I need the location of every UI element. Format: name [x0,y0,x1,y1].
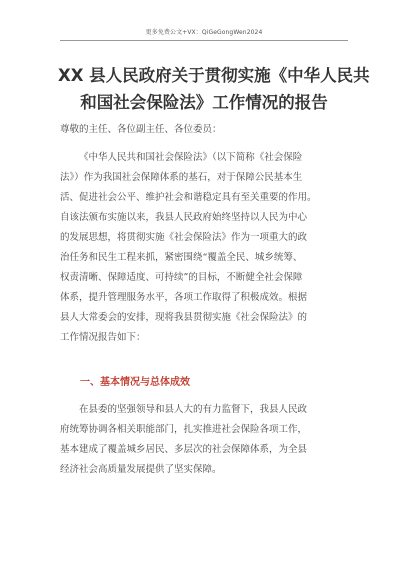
paragraph-line: 活、促进社会公平、维护社会和谐稳定具有至关重要的作用。 [60,192,317,203]
paragraph-line: 《中华人民共和国社会保险法》（以下简称《社会保险 [79,152,303,163]
header-note: 更多免费公文+VX：QiGeGongWen2024 [145,29,263,36]
paragraph-line: 县人大常委会的安排，现将我县贯彻实施《社会保险法》的 [60,312,308,323]
title-line-1: XX 县人民政府关于贯彻实施《中华人民共 [58,66,370,85]
paragraph-line: 法》）作为我国社会保障体系的基石，对于保障公民基本生 [60,172,303,183]
document-title [58,62,370,116]
paragraph-intro [60,148,348,348]
paragraph-line: 的发展思想，将贯彻实施《社会保险法》作为一项重大的政 [60,232,308,243]
paragraph-line: 基本建成了覆盖城乡居民、多层次的社会保障体系，为全县 [60,444,308,455]
paragraph-line: 在县委的坚强领导和县人大的有力监督下，我县人民政 [79,404,308,415]
paragraph-line: 治任务和民生工程来抓，紧密围绕“覆盖全民、城乡统筹、 [60,252,303,263]
paragraph-section-1 [60,400,348,480]
paragraph-line: 权责清晰、保障适度、可持续”的目标，不断健全社会保障 [60,272,303,283]
section-heading-1: 一、基本情况与总体成效 [80,377,190,388]
title-line-2: 和国社会保险法》工作情况的报告 [80,93,328,112]
header-divider [60,40,348,41]
paragraph-line: 府统筹协调各相关职能部门，扎实推进社会保险各项工作， [60,424,308,435]
paragraph-line: 经济社会高质量发展提供了坚实保障。 [60,464,222,475]
paragraph-line: 自该法颁布实施以来，我县人民政府始终坚持以人民为中心 [60,212,308,223]
paragraph-line: 体系，提升管理服务水平，各项工作取得了积极成效。根据 [60,292,308,303]
salutation: 尊敬的主任、各位副主任、各位委员： [60,124,222,135]
paragraph-line: 工作情况报告如下： [60,332,146,343]
